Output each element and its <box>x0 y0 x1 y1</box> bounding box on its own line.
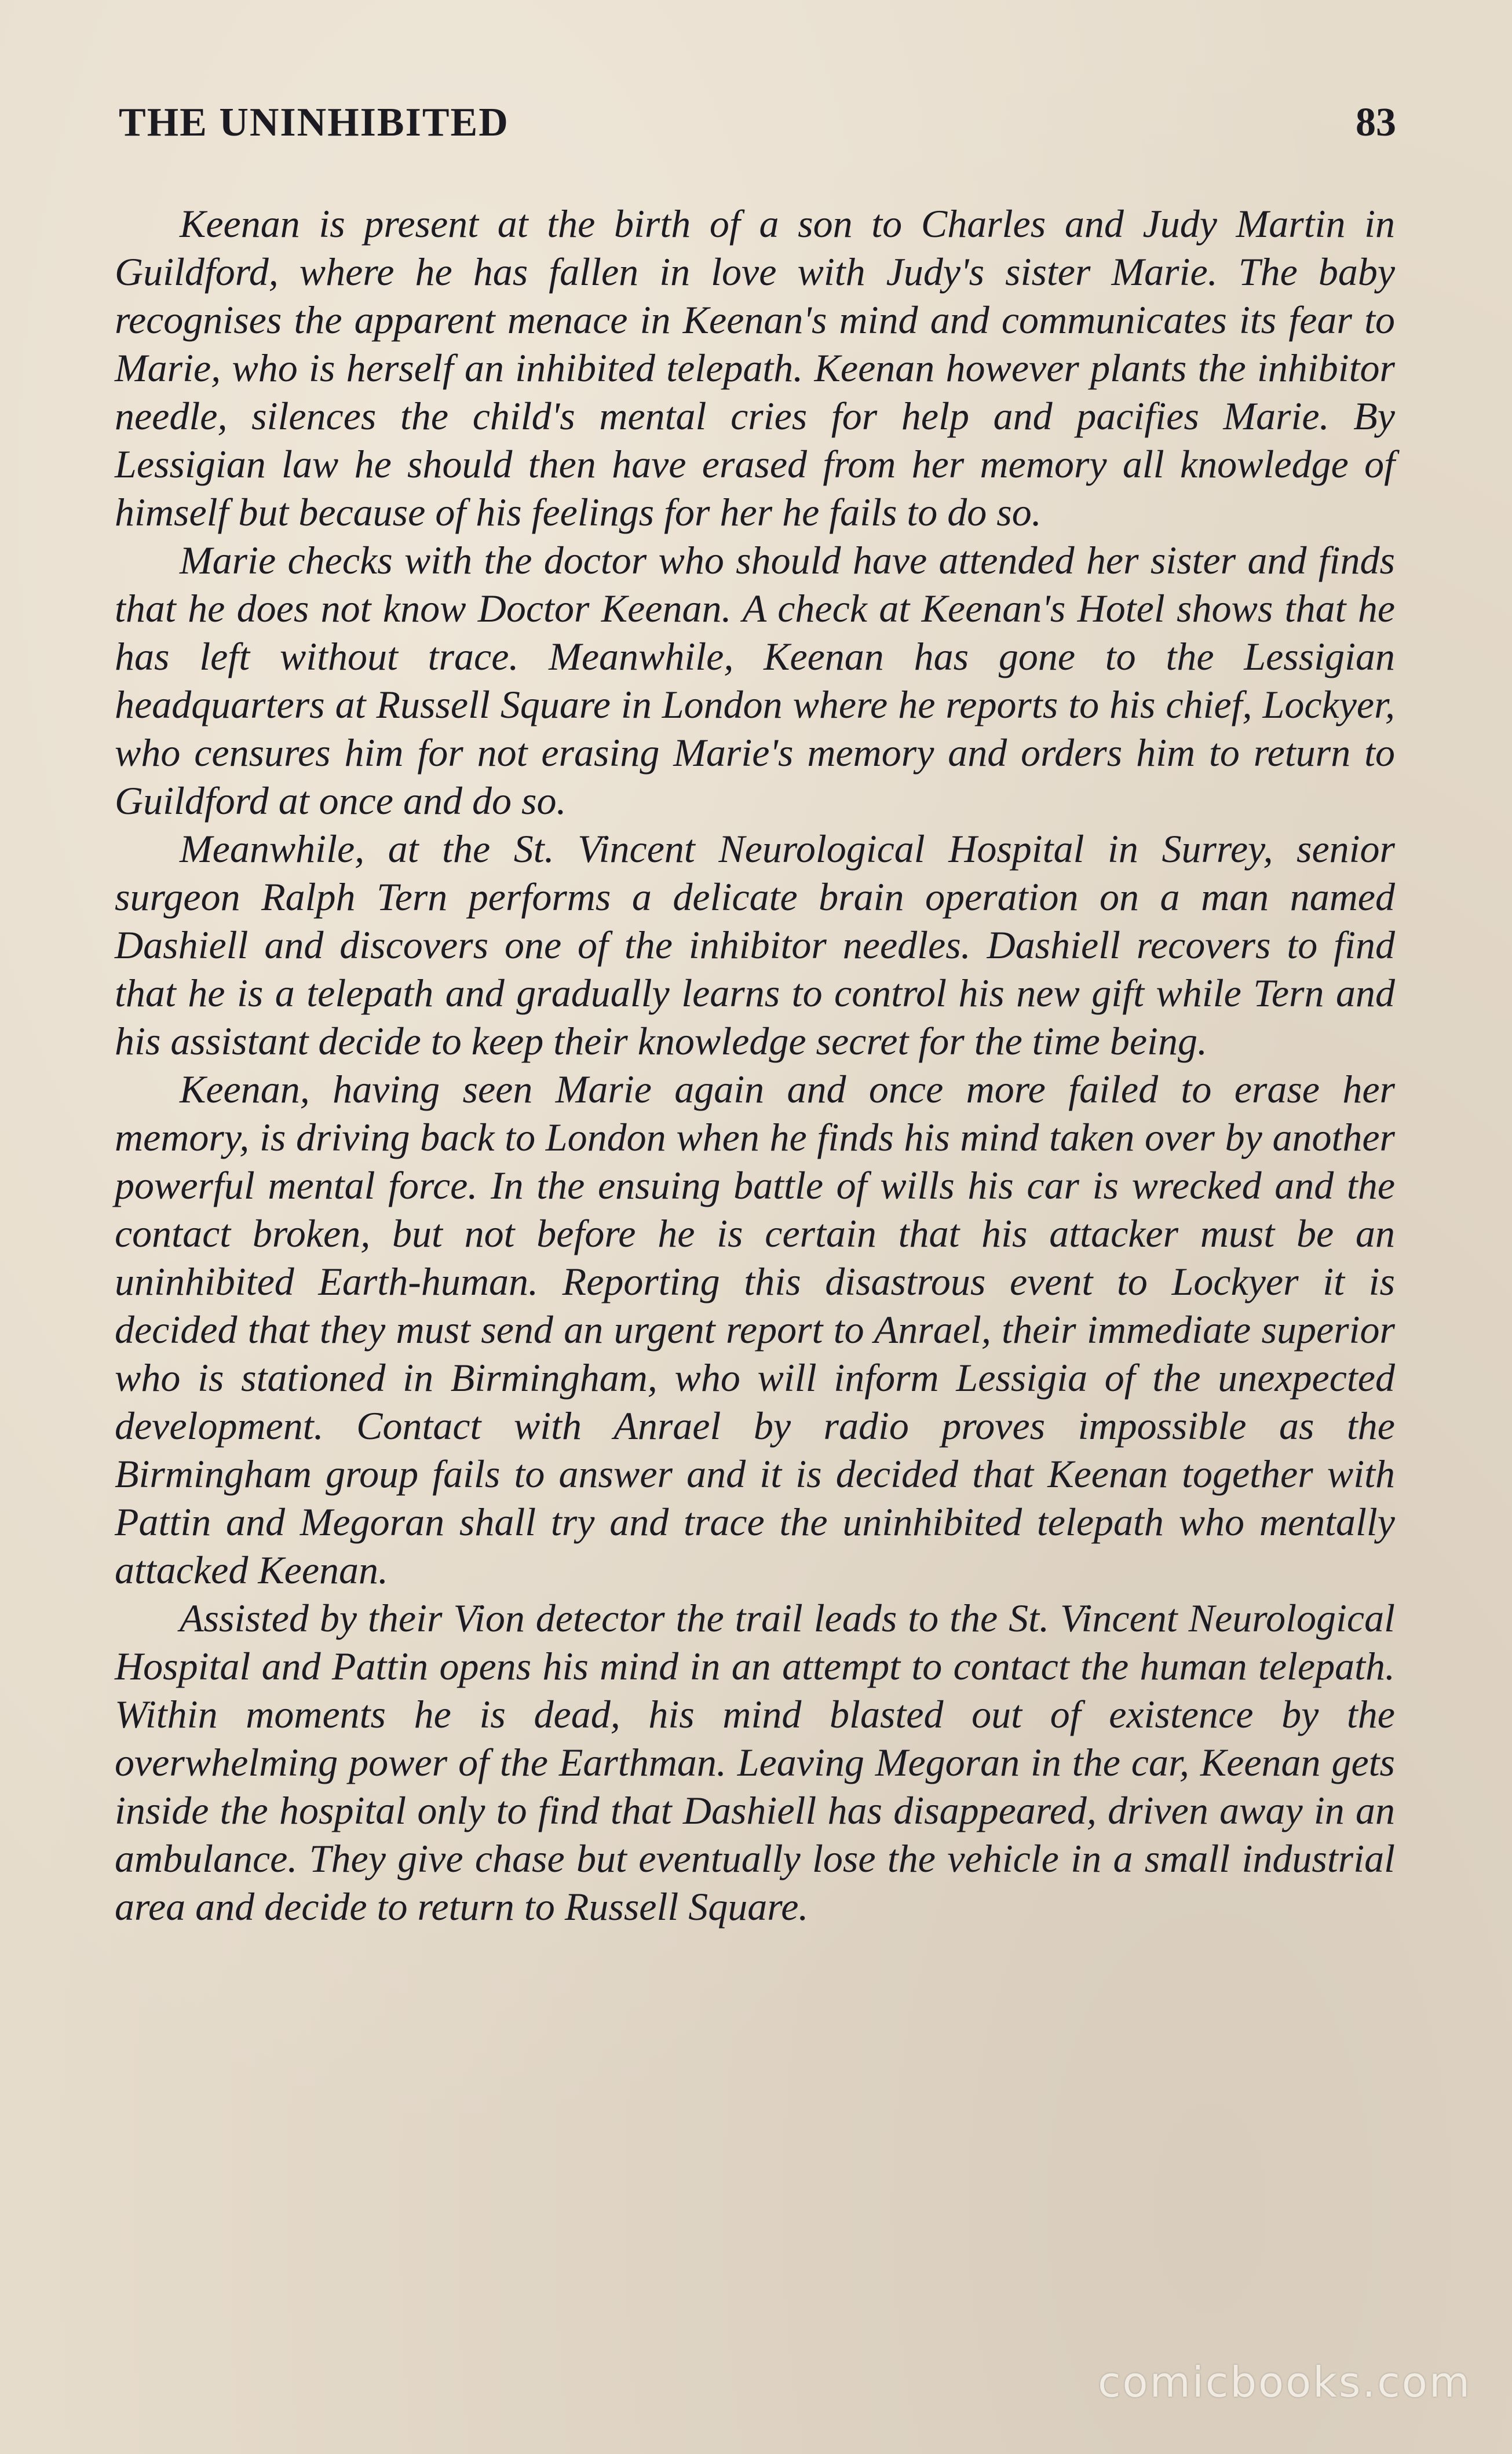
paragraph: Meanwhile, at the St. Vincent Neurological Hospital in Surrey, senior surgeon Ralph Tern performs a delicate brain operation on a man named Dashiell and discovers one of the inhibitor needles. Dashiell recovers to find that he is a telepath and gradually learns to control his new gift while Tern and his assistant decide to keep their knowledge secret for the time being. <box>115 827 1395 1063</box>
running-title: THE UNINHIBITED <box>119 100 509 145</box>
page-number: 83 <box>1356 100 1396 145</box>
paragraph: Marie checks with the doctor who should have attended her sister and finds that he does not know Doctor Keenan. A check at Keenan's Hotel shows that he has left without trace. Meanwhile, Keenan has gone to the Lessigian headquarters at Russell Square in London where he reports to his chief, Lockyer, who censures him for not erasing Marie's memory and orders him to return to Guildford at once and do so. <box>115 538 1395 823</box>
paragraph: Keenan, having seen Marie again and once more failed to erase her memory, is driving back to London when he finds his mind taken over by another powerful mental force. In the ensuing battle of wills his car is wrecked and the contact broken, but not before he is certain that his attacker must be an uninhibited Earth-human. Reporting this disastrous event to Lockyer it is decided that they must send an urgent report to Anrael, their immediate superior who is stationed in Birmingham, who will inform Lessigia of the unexpected development. Contact with Anrael by radio proves impossible as the Birmingham group fails to answer and it is decided that Keenan together with Pattin and Megoran shall try and trace the uninhibited telepath who mentally attacked Keenan. <box>115 1067 1395 1592</box>
paragraph: Keenan is present at the birth of a son to Charles and Judy Martin in Guildford, where he has fallen in love with Judy's sister Marie. The baby recognises the apparent menace in Keenan's mind and communicates its fear to Marie, who is herself an inhibited telepath. Keenan however plants the inhibitor needle, silences the child's mental cries for help and pacifies Marie. By Lessigian law he should then have erased from her memory all knowledge of himself but because of his feelings for her he fails to do so. <box>115 202 1395 534</box>
watermark: comicbooks.com <box>1097 2358 1471 2406</box>
body-text <box>115 200 1395 1931</box>
running-head <box>119 100 1396 152</box>
paragraph: Assisted by their Vion detector the trail leads to the St. Vincent Neurological Hospital and Pattin opens his mind in an attempt to contact the human telepath. Within moments he is dead, his mind blasted out of existence by the overwhelming power of the Earthman. Leaving Megoran in the car, Keenan gets inside the hospital only to find that Dashiell has disappeared, driven away in an ambulance. They give chase but eventually lose the vehicle in a small industrial area and decide to return to Russell Square. <box>115 1596 1395 1929</box>
